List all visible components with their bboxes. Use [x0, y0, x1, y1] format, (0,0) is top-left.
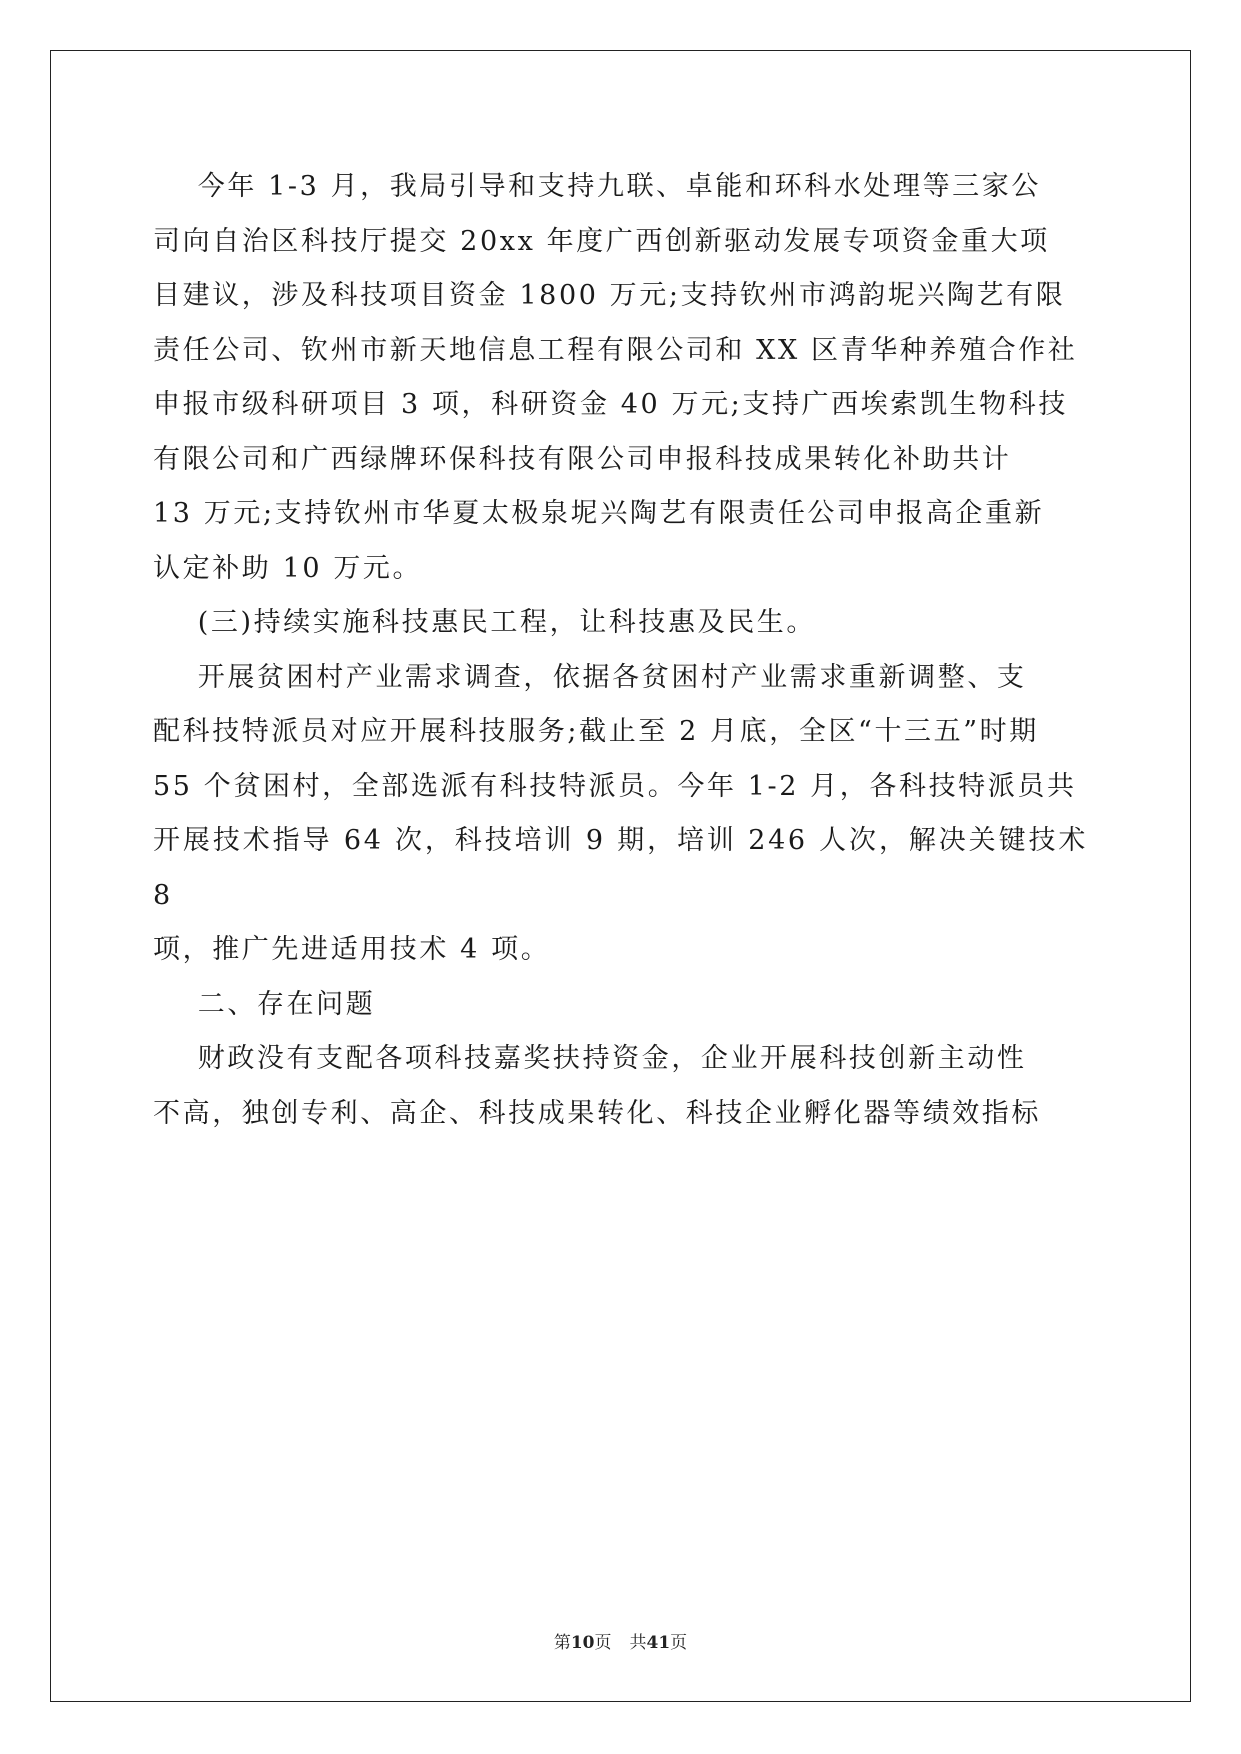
- text-line-2: 司向自治区科技厅提交 20xx 年度广西创新驱动发展专项资金重大项: [153, 225, 1050, 257]
- text-line-17: 不高，独创专利、高企、科技成果转化、科技企业孵化器等绩效指标: [153, 1097, 1041, 1129]
- page-number-footer: [0, 1628, 1241, 1653]
- document-body: [153, 160, 1100, 1141]
- text-line-14: 项，推广先进适用技术 4 项。: [153, 934, 551, 965]
- section-heading-problems: 二、存在问题: [153, 988, 376, 1020]
- text-line-16: 财政没有支配各项科技嘉奖扶持资金，企业开展科技创新主动性: [153, 1043, 1027, 1074]
- text-line-5: 申报市级科研项目 3 项，科研资金 40 万元;支持广西埃索凯生物科技: [153, 389, 1068, 420]
- text-line-6: 有限公司和广西绿牌环保科技有限公司申报科技成果转化补助共计: [153, 443, 1012, 475]
- footer-total-suffix: 页: [670, 1633, 688, 1653]
- text-line-11: 配科技特派员对应开展科技服务;截止至 2 月底，全区“十三五”时期: [153, 716, 1039, 747]
- text-line-13: 开展技术指导 64 次，科技培训 9 期，培训 246 人次，解决关键技术 8: [153, 825, 1100, 911]
- total-pages-number: 41: [646, 1633, 671, 1653]
- text-line-8: 认定补助 10 万元。: [153, 552, 423, 584]
- text-line-7: 13 万元;支持钦州市华夏太极泉坭兴陶艺有限责任公司申报高企重新: [153, 498, 1045, 529]
- text-line-10: 开展贫困村产业需求调查，依据各贫困村产业需求重新调整、支: [153, 661, 1027, 693]
- current-page-number: 10: [570, 1633, 595, 1653]
- text-line-1: 今年 1-3 月，我局引导和支持九联、卓能和环科水处理等三家公: [153, 171, 1041, 202]
- text-line-3: 目建议，涉及科技项目资金 1800 万元;支持钦州市鸿韵坭兴陶艺有限: [153, 280, 1066, 311]
- section-heading-three: (三)持续实施科技惠民工程，让科技惠及民生。: [153, 607, 817, 638]
- footer-page-word: 页: [594, 1633, 612, 1653]
- footer-total-prefix: 共: [629, 1633, 647, 1653]
- text-line-4: 责任公司、钦州市新天地信息工程有限公司和 XX 区青华种养殖合作社: [153, 334, 1078, 366]
- text-line-12: 55 个贫困村，全部选派有科技特派员。今年 1-2 月，各科技特派员共: [153, 770, 1077, 802]
- footer-prefix: 第: [553, 1633, 571, 1653]
